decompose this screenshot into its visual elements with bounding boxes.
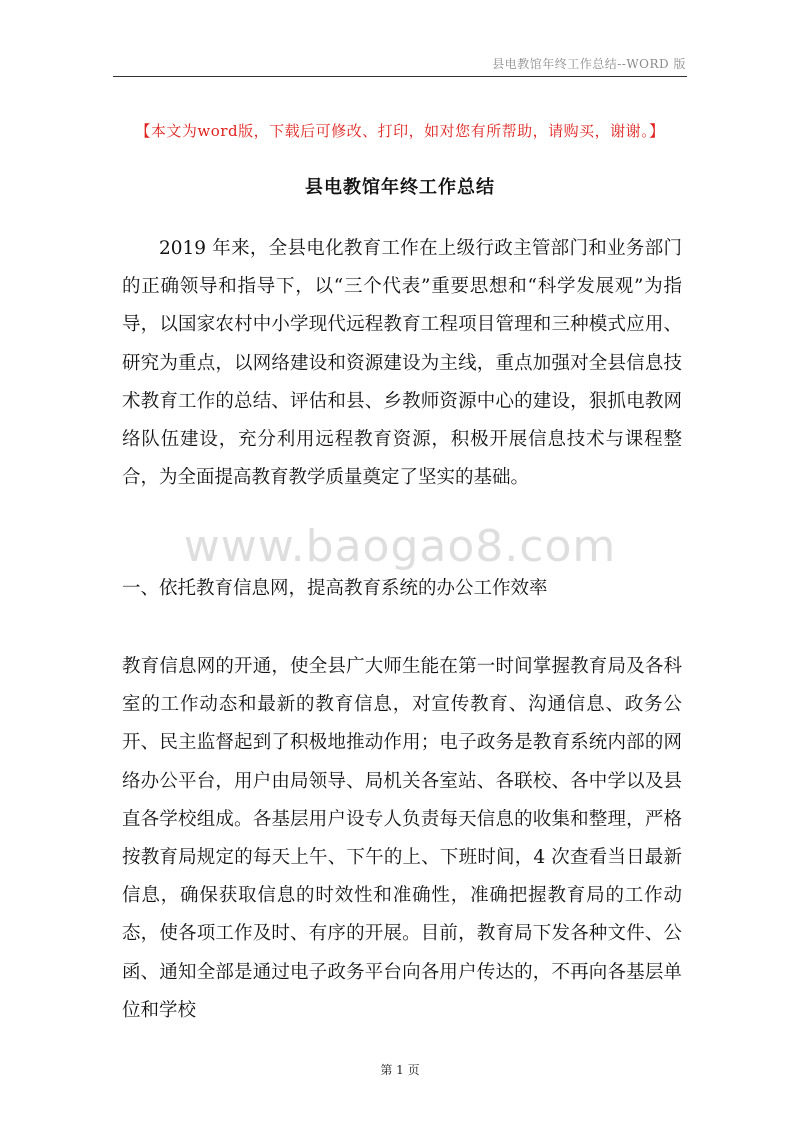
header-divider: [113, 76, 687, 77]
document-title: 县电教馆年终工作总结: [305, 177, 495, 198]
watermark-text: www.baogao8.com: [183, 521, 617, 572]
running-header: 县电教馆年终工作总结--WORD 版: [492, 57, 686, 71]
page-number: 第 1 页: [380, 1063, 420, 1077]
body-paragraph-1: 2019 年来，全县电化教育工作在上级行政主管部门和业务部门的正确领导和指导下，以“三个代表”重要思想和“科学发展观”为指导，以国家农村中小学现代远程教育工程项目管理和三种模式应用、研究为重点，以网络建设和资源建设为主线，重点加强对全县信息技术教育工作的总结、评估和县、乡教师资源中心的建设，狠抓电教网络队伍建设，充分利用远程教育资源，积极开展信息技术与课程整合，为全面提高教育教学质量奠定了坚实的基础。: [122, 238, 682, 489]
body-paragraph-2: 教育信息网的开通，使全县广大师生能在第一时间掌握教育局及各科室的工作动态和最新的教育信息，对宣传教育、沟通信息、政务公开、民主监督起到了积极地推动作用；电子政务是教育系统内部的网络办公平台，用户由局领导、局机关各室站、各联校、各中学以及县直各学校组成。各基层用户设专人负责每天信息的收集和整理，严格按教育局规定的每天上午、下午的上、下班时间，4 次查看当日最新信息，确保获取信息的时效性和准确性，准确把握教育局的工作动态，使各项工作及时、有序的开展。目前，教育局下发各种文件、公函、通知全部是通过电子政务平台向各用户传达的，不再向各基层单位和学校: [122, 656, 682, 1021]
purchase-notice: 【本文为word版，下载后可修改、打印，如对您有所帮助，请购买，谢谢。】: [135, 122, 665, 140]
section-heading-1: 一、依托教育信息网，提高教育系统的办公工作效率: [122, 578, 548, 599]
